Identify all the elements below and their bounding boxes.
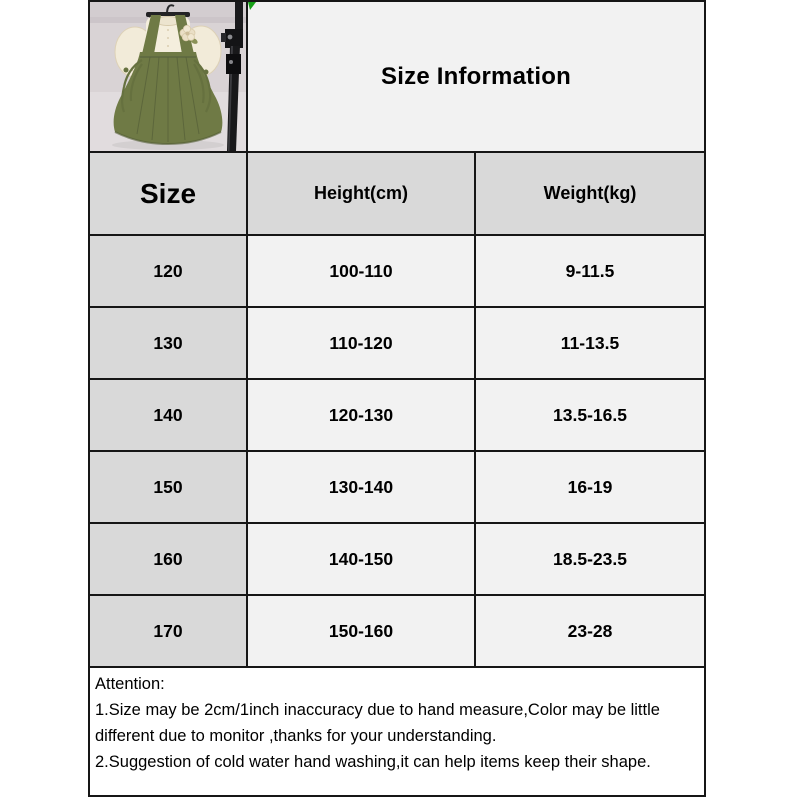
row-120-size: 120 (90, 236, 246, 306)
row-170-height: 150-160 (248, 596, 474, 666)
attention-line-2: different due to monitor ,thanks for your understanding. (95, 727, 497, 745)
row-140-size: 140 (90, 380, 246, 450)
row-140-height: 120-130 (248, 380, 474, 450)
green-corner-flag-icon (248, 2, 257, 11)
row-130-size: 130 (90, 308, 246, 378)
size-information-header (248, 2, 704, 151)
row-170-weight: 23-28 (476, 596, 704, 666)
product-photo (90, 2, 246, 151)
product-photo-graphic (90, 2, 246, 151)
row-120-weight: 9-11.5 (476, 236, 704, 306)
row-140-weight: 13.5-16.5 (476, 380, 704, 450)
row-160-size: 160 (90, 524, 246, 594)
size-chart-table (88, 0, 706, 797)
attention-note (90, 668, 704, 795)
row-130-weight: 11-13.5 (476, 308, 704, 378)
col-header-height: Height(cm) (248, 153, 474, 234)
row-150-size: 150 (90, 452, 246, 522)
row-160-weight: 18.5-23.5 (476, 524, 704, 594)
row-160-height: 140-150 (248, 524, 474, 594)
row-170-size: 170 (90, 596, 246, 666)
row-150-height: 130-140 (248, 452, 474, 522)
attention-line-1: 1.Size may be 2cm/1inch inaccuracy due to hand measure,Color may be little (95, 701, 660, 719)
row-150-weight: 16-19 (476, 452, 704, 522)
row-120-height: 100-110 (248, 236, 474, 306)
attention-title: Attention: (95, 675, 165, 693)
attention-line-3: 2.Suggestion of cold water hand washing,it can help items keep their shape. (95, 753, 651, 771)
row-130-height: 110-120 (248, 308, 474, 378)
col-header-size: Size (90, 153, 246, 234)
col-header-weight: Weight(kg) (476, 153, 704, 234)
page-title: Size Information (381, 62, 571, 90)
